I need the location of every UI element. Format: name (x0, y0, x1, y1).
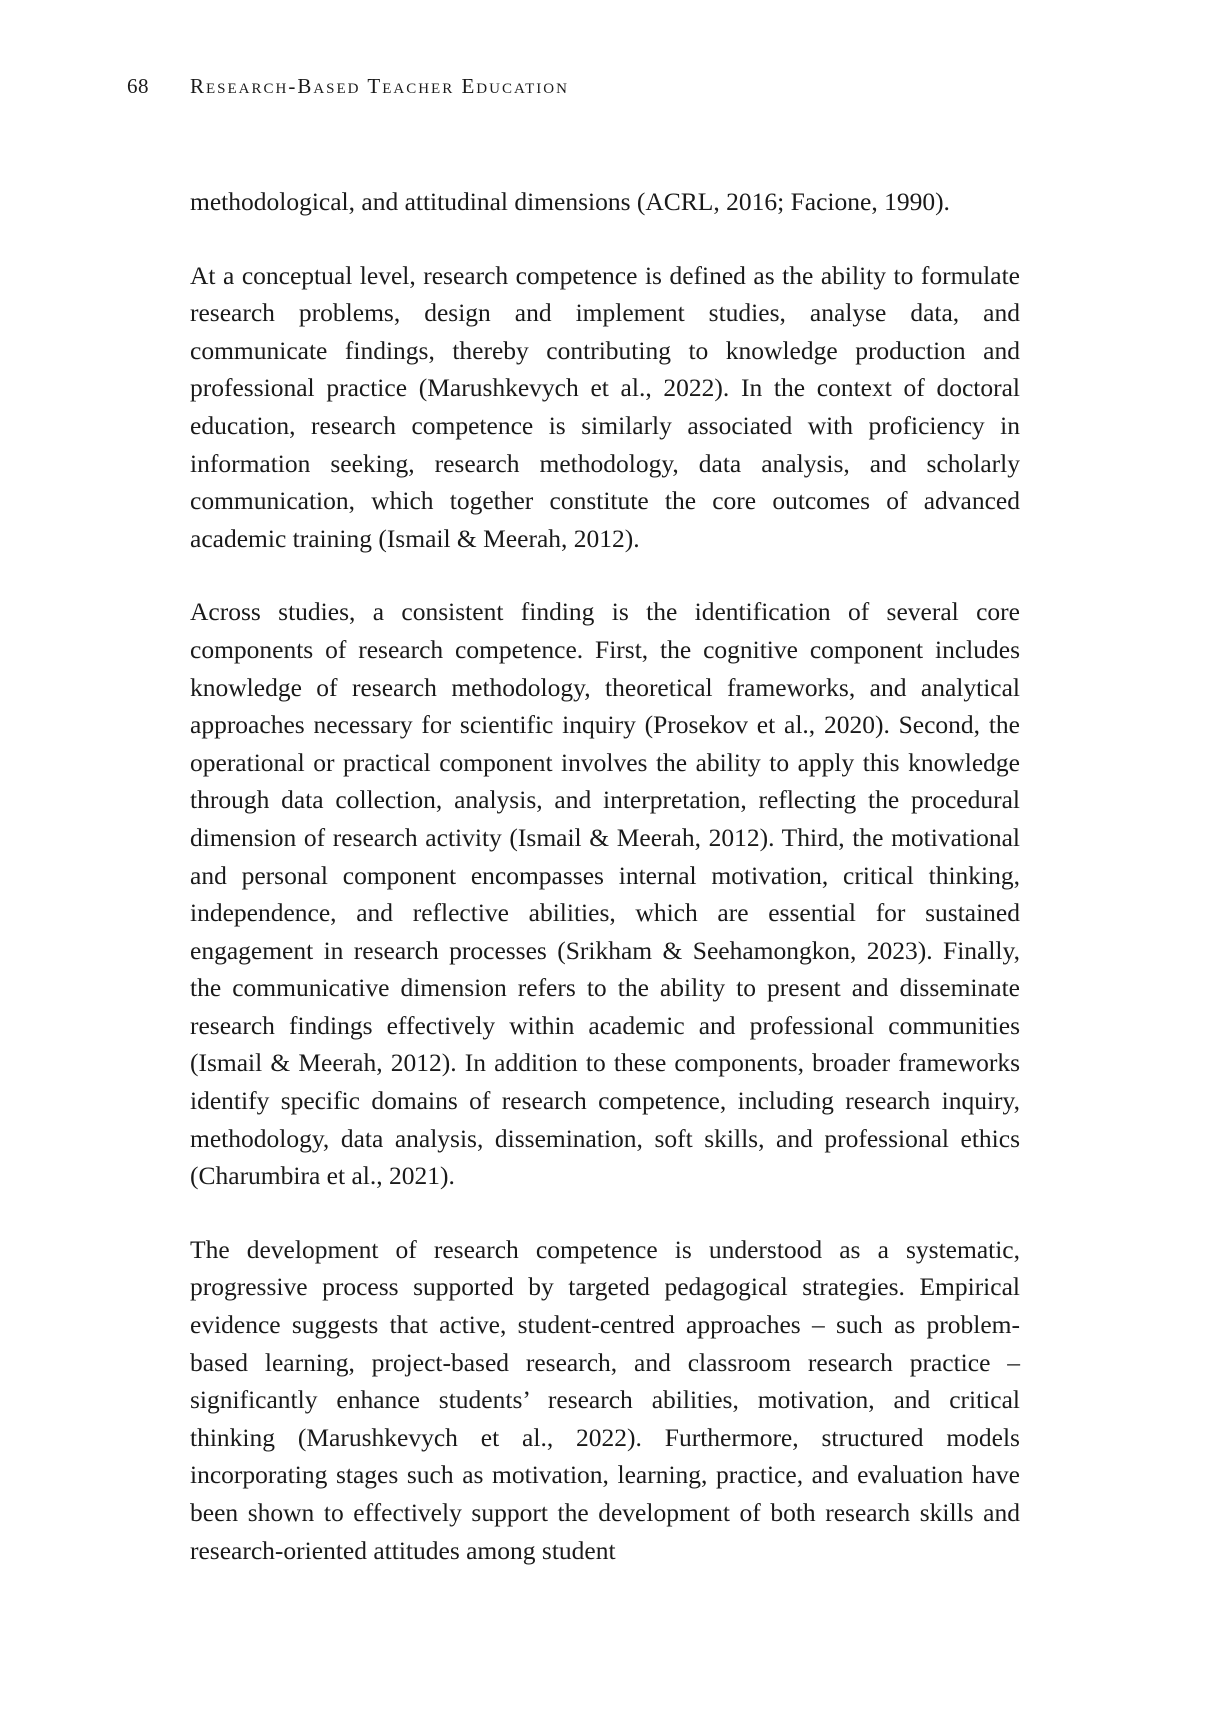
paragraph-development: The development of research competence is understood as a systematic, progressive process supported by targeted pedagogical strategies. Empirical evidence suggests that active, student-centred approaches – such as problem-based learning, project-based research, and classroom research practice – significantly enhance students’ research abilities, motivation, and critical thinking (Marushkevych et al., 2022). Furthermore, structured models incorporating stages such as motivation, learning, practice, and evaluation have been shown to effectively support the development of both research skills and research-oriented attitudes among student (190, 1234, 1020, 1565)
running-title: Research-Based Teacher Education (190, 74, 569, 98)
page-number: 68 (127, 74, 149, 98)
paragraph-core-components: Across studies, a consistent finding is the identification of several core components of research competence. First, the cognitive component includes knowledge of research methodology, theoretical frameworks, and analytical approaches necessary for scientific inquiry (Prosekov et al., 2020). Second, the operational or practical component involves the ability to apply this knowledge through data collection, analysis, and interpretation, reflecting the procedural dimension of research activity (Ismail & Meerah, 2012). Third, the motivational and personal component encompasses internal motivation, critical thinking, independence, and reflective abilities, which are essential for sustained engagement in research processes (Srikham & Seehamongkon, 2023). Finally, the communicative dimension refers to the ability to present and disseminate research findings effectively within academic and professional communities (Ismail & Meerah, 2012). In addition to these components, broader frameworks identify specific domains of research competence, including research inquiry, methodology, data analysis, dissemination, soft skills, and professional ethics (Charumbira et al., 2021). (190, 597, 1020, 1191)
paragraph-research-competence-definition: At a conceptual level, research competence is defined as the ability to formulate research problems, design and implement studies, analyse data, and communicate findings, thereby contributing to knowledge production and professional practice (Marushkevych et al., 2022). In the context of doctoral education, research competence is similarly associated with proficiency in information seeking, research methodology, data analysis, and scholarly communication, which together constitute the core outcomes of advanced academic training (Ismail & Meerah, 2012). (190, 260, 1020, 553)
running-head (127, 74, 827, 104)
body-text (190, 183, 1020, 1605)
paragraph-continuation: methodological, and attitudinal dimensions (ACRL, 2016; Facione, 1990). (190, 187, 950, 216)
